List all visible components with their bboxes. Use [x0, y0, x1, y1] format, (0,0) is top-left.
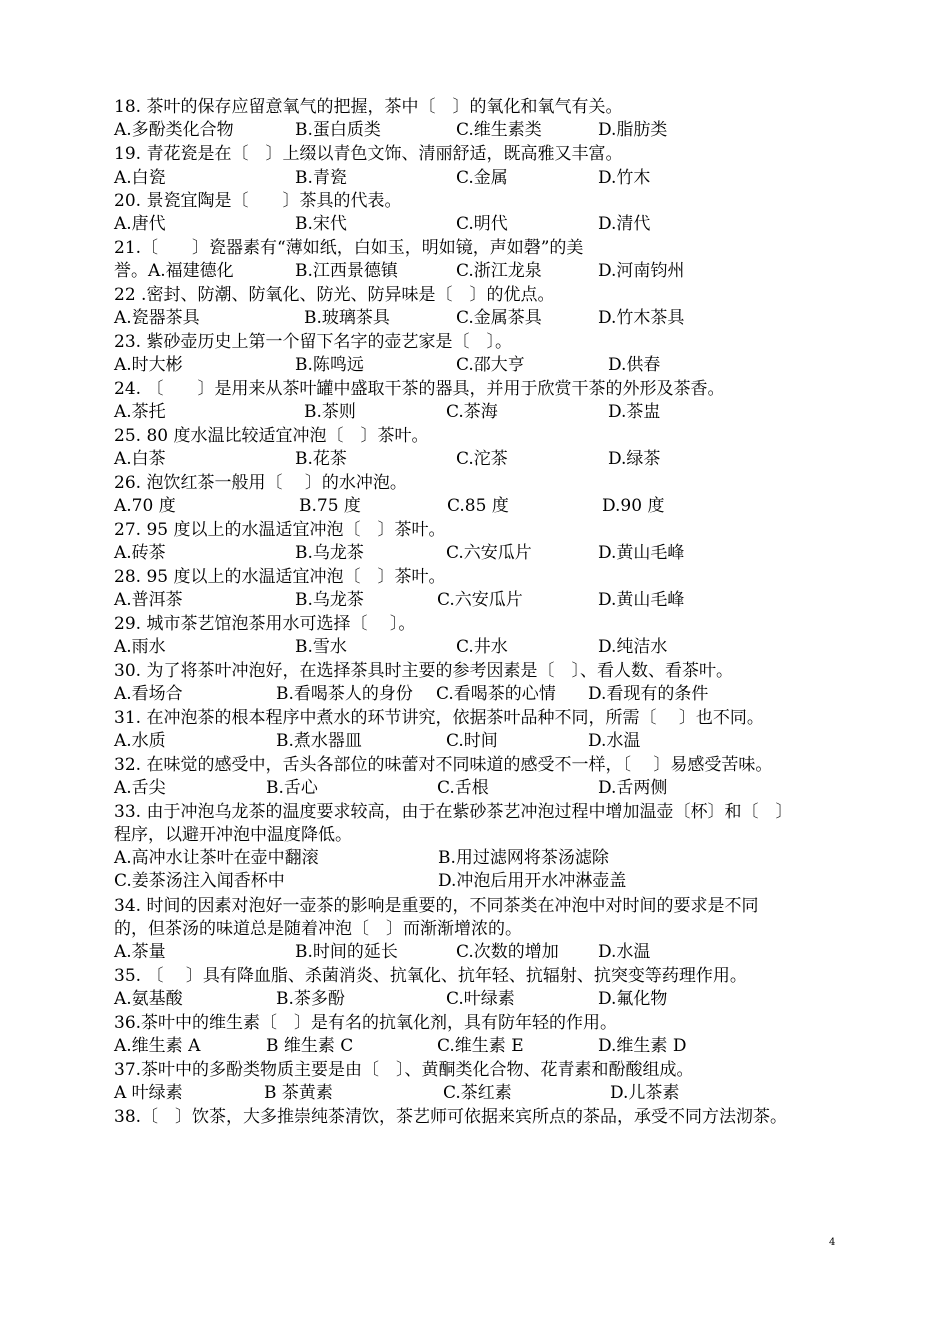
option-d: D.绿茶	[608, 449, 661, 469]
option-b: B.看喝茶人的身份	[276, 684, 413, 704]
option-b: B.花茶	[295, 449, 347, 469]
option-d: D.90 度	[602, 496, 665, 516]
option-a: A.氨基酸	[114, 989, 183, 1009]
option-d: D.脂肪类	[598, 120, 668, 140]
question-text: 24. 〔 〕是用来从茶叶罐中盛取干茶的器具，并用于欣赏干茶的外形及茶香。	[114, 379, 725, 399]
option-c: C.沱茶	[456, 449, 508, 469]
option-c: C.金属茶具	[456, 308, 542, 328]
option-c: C.时间	[446, 731, 498, 751]
option-c: C.明代	[456, 214, 508, 234]
option-c: C.叶绿素	[446, 989, 515, 1009]
option-a: A.舌尖	[114, 778, 166, 798]
option-a: 誉。A.福建德化	[114, 261, 234, 281]
option-c: C.看喝茶的心情	[436, 684, 556, 704]
question-text: 19. 青花瓷是在〔 〕上缀以青色文饰、清丽舒适，既高雅又丰富。	[114, 144, 623, 164]
option-c: C.茶红素	[443, 1083, 512, 1103]
option-b: B.舌心	[266, 778, 318, 798]
option-a: A.高冲水让茶叶在壶中翻滚	[114, 848, 319, 868]
question-text: 程序，以避开冲泡中温度降低。	[114, 825, 352, 845]
option-d: D.竹木茶具	[598, 308, 685, 328]
question-text: 35. 〔 〕具有降血脂、杀菌消炎、抗氧化、抗年轻、抗辐射、抗突变等药理作用。	[114, 966, 747, 986]
option-a: A.多酚类化合物	[114, 120, 234, 140]
option-b: B.陈鸣远	[295, 355, 364, 375]
option-b: B.青瓷	[295, 168, 347, 188]
option-d: D.竹木	[598, 168, 651, 188]
question-text: 23. 紫砂壶历史上第一个留下名字的壶艺家是〔 〕。	[114, 332, 512, 352]
option-d: D.纯洁水	[598, 637, 668, 657]
option-c: C.金属	[456, 168, 508, 188]
question-text: 37.茶叶中的多酚类物质主要是由〔 〕、黄酮类化合物、花青素和酚酸组成。	[114, 1060, 694, 1080]
option-d: D.黄山毛峰	[598, 543, 685, 563]
option-d: D.维生素 D	[598, 1036, 687, 1056]
question-text: 26. 泡饮红茶一般用〔 〕的水冲泡。	[114, 473, 407, 493]
option-a: A.唐代	[114, 214, 166, 234]
option-b: B 茶黄素	[264, 1083, 333, 1103]
page-number: 4	[829, 1237, 836, 1248]
question-text: 36.茶叶中的维生素〔 〕是有名的抗氧化剂，具有防年轻的作用。	[114, 1013, 618, 1033]
question-text: 38.〔 〕饮茶，大多推崇纯茶清饮，茶艺师可依据来宾所点的茶品，承受不同方法沏茶。	[114, 1107, 788, 1127]
option-d: D.黄山毛峰	[598, 590, 685, 610]
option-a: A.普洱茶	[114, 590, 183, 610]
question-text: 33. 由于冲泡乌龙茶的温度要求较高，由于在紫砂茶艺冲泡过程中增加温壶〔杯〕和〔 〕	[114, 802, 793, 822]
option-c: C.维生素 E	[437, 1036, 524, 1056]
option-b: B.玻璃茶具	[304, 308, 390, 328]
option-d: D.看现有的条件	[588, 684, 709, 704]
option-a: A.砖茶	[114, 543, 166, 563]
option-a: A.茶量	[114, 942, 166, 962]
option-c: C.六安瓜片	[446, 543, 532, 563]
option-a: A.雨水	[114, 637, 166, 657]
option-a: A.维生素 A	[114, 1036, 201, 1056]
option-b: B.煮水器皿	[276, 731, 362, 751]
option-b: B 维生素 C	[266, 1036, 354, 1056]
option-d: D.茶盅	[608, 402, 661, 422]
question-text: 20. 景瓷宜陶是〔 〕茶具的代表。	[114, 191, 402, 211]
option-d: D.水温	[598, 942, 651, 962]
option-d: D.舌两侧	[598, 778, 668, 798]
option-c: C.茶海	[446, 402, 498, 422]
question-text: 30. 为了将茶叶冲泡好，在选择茶具时主要的参考因素是〔 〕、看人数、看茶叶。	[114, 661, 733, 681]
option-c: C.次数的增加	[456, 942, 559, 962]
question-text: 28. 95 度以上的水温适宜冲泡〔 〕茶叶。	[114, 567, 446, 587]
option-a: A.瓷器茶具	[114, 308, 200, 328]
question-text: 32. 在味觉的感受中，舌头各部位的味蕾对不同味道的感受不一样，〔 〕易感受苦味。	[114, 755, 773, 775]
option-d: D.氟化物	[598, 989, 668, 1009]
option-b: B.茶多酚	[276, 989, 345, 1009]
option-a: A.水质	[114, 731, 166, 751]
option-d: D.河南钧州	[598, 261, 685, 281]
question-text: 的，但茶汤的味道总是随着冲泡〔 〕而渐渐增浓的。	[114, 919, 522, 939]
option-a: A.茶托	[114, 402, 166, 422]
option-b: D.冲泡后用开水冲淋壶盖	[438, 871, 627, 891]
option-a: A.70 度	[114, 496, 176, 516]
option-b: B.乌龙茶	[295, 590, 364, 610]
option-c: C.85 度	[447, 496, 509, 516]
option-a: A 叶绿素	[114, 1083, 183, 1103]
option-c: C.舌根	[437, 778, 489, 798]
option-b: B.茶则	[304, 402, 356, 422]
option-c: C.邵大亨	[456, 355, 525, 375]
option-b: B.蛋白质类	[295, 120, 381, 140]
option-c: C.维生素类	[456, 120, 542, 140]
option-d: D.儿茶素	[610, 1083, 680, 1103]
option-d: D.清代	[598, 214, 651, 234]
option-b: B.用过滤网将茶汤滤除	[438, 848, 609, 868]
question-text: 31. 在冲泡茶的根本程序中煮水的环节讲究，依据茶叶品种不同，所需〔 〕也不同。	[114, 708, 764, 728]
option-b: B.雪水	[295, 637, 347, 657]
option-c: C.浙江龙泉	[456, 261, 542, 281]
question-text: 25. 80 度水温比较适宜冲泡〔 〕茶叶。	[114, 426, 429, 446]
option-c: C.六安瓜片	[437, 590, 523, 610]
option-b: B.75 度	[299, 496, 361, 516]
option-c: C.井水	[456, 637, 508, 657]
question-text: 27. 95 度以上的水温适宜冲泡〔 〕茶叶。	[114, 520, 446, 540]
option-a: A.白茶	[114, 449, 166, 469]
question-text: 21.〔 〕瓷器素有“薄如纸，白如玉，明如镜，声如磬”的美	[114, 238, 584, 258]
option-b: B.乌龙茶	[295, 543, 364, 563]
option-b: B.时间的延长	[295, 942, 398, 962]
question-text: 22 .密封、防潮、防氧化、防光、防异味是〔 〕的优点。	[114, 285, 555, 305]
option-a: A.白瓷	[114, 168, 166, 188]
option-b: B.宋代	[295, 214, 347, 234]
option-a: A.看场合	[114, 684, 183, 704]
question-text: 34. 时间的因素对泡好一壶茶的影响是重要的，不同茶类在冲泡中对时间的要求是不同	[114, 896, 759, 916]
option-a: C.姜茶汤注入闻香杯中	[114, 871, 285, 891]
option-d: D.供春	[608, 355, 661, 375]
option-a: A.时大彬	[114, 355, 183, 375]
question-text: 18. 茶叶的保存应留意氧气的把握，茶中〔 〕的氧化和氧气有关。	[114, 97, 623, 117]
option-b: B.江西景德镇	[295, 261, 398, 281]
question-text: 29. 城市茶艺馆泡茶用水可选择〔 〕。	[114, 614, 416, 634]
option-d: D.水温	[588, 731, 641, 751]
